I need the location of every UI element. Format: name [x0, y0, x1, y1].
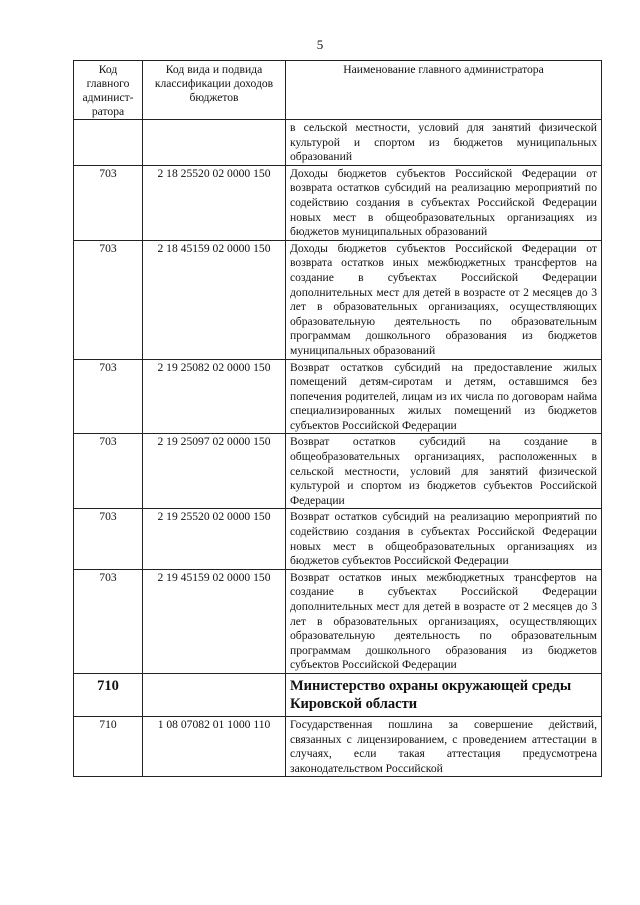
income-classification-table — [73, 60, 602, 777]
income-code-cell: 2 19 25520 02 0000 150 — [143, 509, 286, 569]
admin-name-cell: Возврат остатков субсидий на предоставление жилых помещений детям-сиротам и детям, оставшимся без попечения родителей, лицам из их числа по договорам найма специализированных жилых помещений из бюджетов субъектов Российской Федерации — [286, 359, 602, 434]
section-income-code — [143, 673, 286, 716]
table-row — [74, 434, 602, 509]
page-number: 5 — [316, 37, 324, 52]
income-code-cell: 2 18 25520 02 0000 150 — [143, 165, 286, 240]
income-code-cell — [143, 120, 286, 166]
admin-code-cell — [74, 120, 143, 166]
admin-name-cell: Доходы бюджетов субъектов Российской Федерации от возврата остатков иных межбюджетных трансфертов на создание в субъектах Российской Федерации дополнительных мест для детей в возрасте от 2 месяцев до 3 лет в образовательных организациях, осуществляющих образовательную деятельность по образовательным программам дошкольного образования из бюджетов муниципальных образований — [286, 240, 602, 359]
section-header-row — [74, 673, 602, 716]
admin-code-cell: 703 — [74, 240, 143, 359]
table-row — [74, 509, 602, 569]
income-code-cell: 2 19 45159 02 0000 150 — [143, 569, 286, 673]
admin-code-cell: 703 — [74, 509, 143, 569]
admin-code-cell: 703 — [74, 165, 143, 240]
admin-code-cell: 703 — [74, 434, 143, 509]
table-row — [74, 569, 602, 673]
admin-name-cell: Доходы бюджетов субъектов Российской Федерации от возврата остатков субсидий на реализацию мероприятий по содействию создания в субъектах Российской Федерации новых мест в общеобразовательных организациях из бюджетов муниципальных образований — [286, 165, 602, 240]
admin-name-cell: Государственная пошлина за совершение действий, связанных с лицензированием, с проведением аттестации в случаях, если такая аттестация предусмотрена законодательством Российской — [286, 716, 602, 776]
income-code-cell: 2 18 45159 02 0000 150 — [143, 240, 286, 359]
header-admin-code: Код главного админист-ратора — [74, 61, 143, 120]
table-row — [74, 716, 602, 776]
admin-name-cell: в сельской местности, условий для занятий физической культурой и спортом из бюджетов муниципальных образований — [286, 120, 602, 166]
header-admin-name: Наименование главного администратора — [286, 61, 602, 120]
section-admin-name: Министерство охраны окружающей среды Кировской области — [286, 673, 602, 716]
table-header-row — [74, 61, 602, 120]
table-row — [74, 120, 602, 166]
section-admin-code: 710 — [74, 673, 143, 716]
table-row — [74, 165, 602, 240]
admin-name-cell: Возврат остатков иных межбюджетных трансфертов на создание в субъектах Российской Федерации дополнительных мест для детей в возрасте от 2 месяцев до 3 лет в образовательных организациях, осуществляющих образовательную деятельность по образовательным программам дошкольного образования из бюджетов субъектов Российской Федерации — [286, 569, 602, 673]
table-row — [74, 240, 602, 359]
admin-code-cell: 710 — [74, 716, 143, 776]
admin-code-cell: 703 — [74, 569, 143, 673]
admin-name-cell: Возврат остатков субсидий на реализацию мероприятий по содействию создания в субъектах Российской Федерации новых мест в общеобразовательных организациях из бюджетов субъектов Российской Федерации — [286, 509, 602, 569]
header-income-code: Код вида и подвида классификации доходов бюджетов — [143, 61, 286, 120]
admin-code-cell: 703 — [74, 359, 143, 434]
income-code-cell: 1 08 07082 01 1000 110 — [143, 716, 286, 776]
admin-name-cell: Возврат остатков субсидий на создание в общеобразовательных организациях, расположенных в сельской местности, условий для занятий физической культурой и спортом из бюджетов субъектов Российской Федерации — [286, 434, 602, 509]
table-row — [74, 359, 602, 434]
income-code-cell: 2 19 25097 02 0000 150 — [143, 434, 286, 509]
income-code-cell: 2 19 25082 02 0000 150 — [143, 359, 286, 434]
